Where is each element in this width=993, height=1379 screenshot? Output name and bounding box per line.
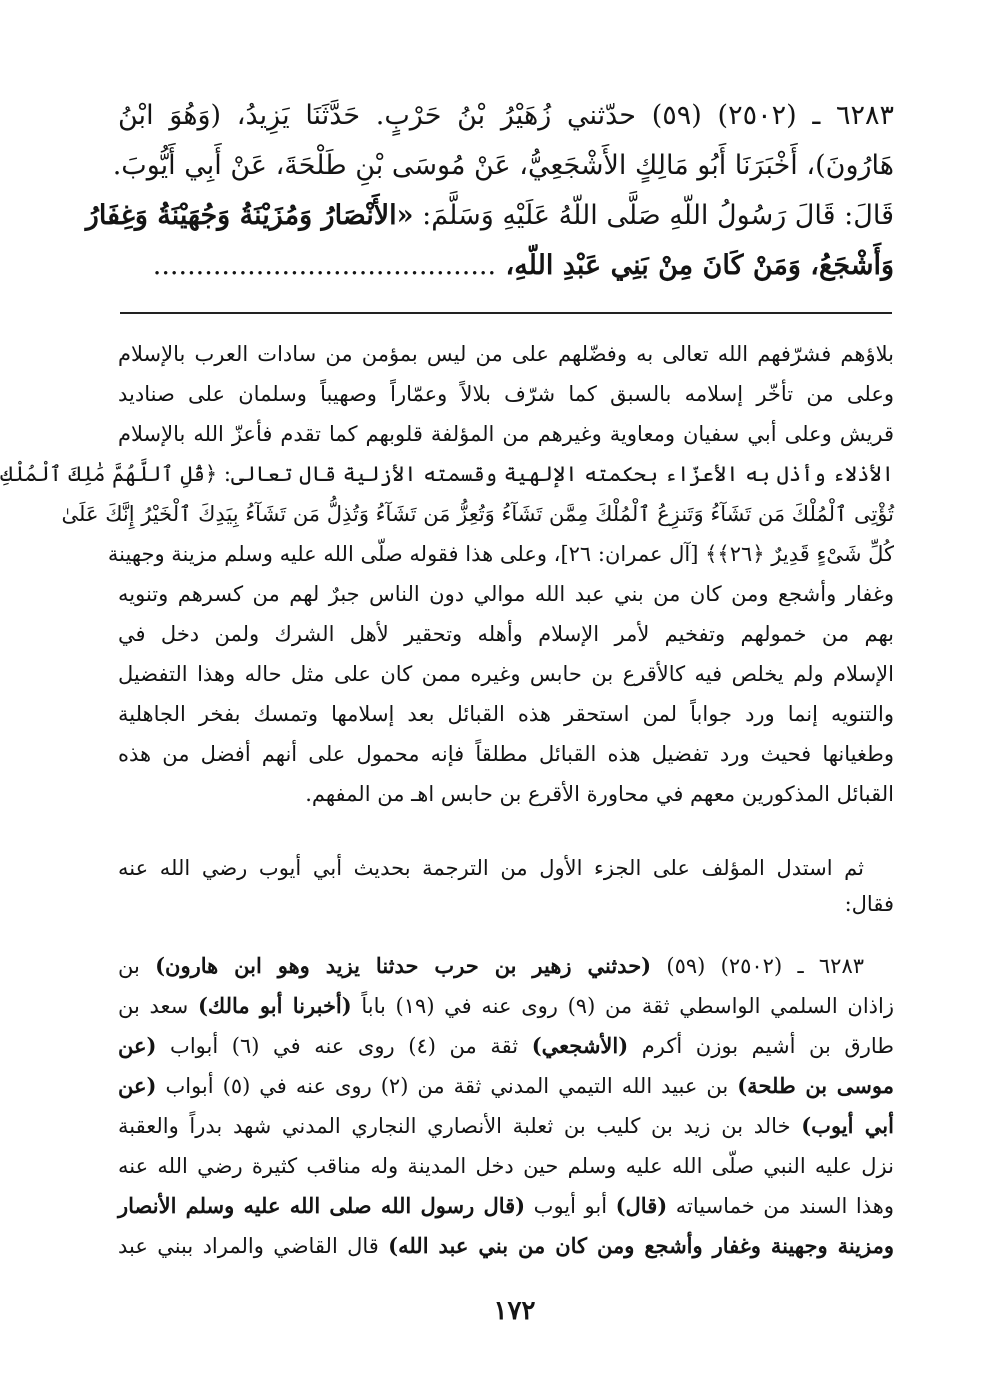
hadith-line-4 (118, 246, 894, 286)
chain-note: طارق بن أشيم بوزن أكرم (628, 1034, 894, 1058)
chain-line-3 (118, 1028, 894, 1064)
chain-line-7 (118, 1188, 894, 1224)
commentary-line: القبائل المذكورين معهم في محاورة الأقرع بن حابس اهـ من المفهم. (305, 782, 894, 806)
chain-line-1 (118, 948, 864, 984)
chain-note: بن (118, 954, 156, 978)
commentary-line: ثم استدل المؤلف على الجزء الأول من الترجمة بحديث أبي أيوب رضي الله عنه (118, 856, 864, 880)
chain-note: قال القاضي والمراد ببني عبد (118, 1234, 389, 1258)
chain-line-2 (118, 988, 894, 1024)
commentary-line: وعلى من تأخّر إسلامه بالسبق كما شرّف بلالاً وعمّاراً وصهيباً وسلمان على صناديد (118, 382, 894, 406)
commentary-line: فقال: (844, 892, 894, 916)
commentary-line: الأذلاء وأذل به الأعزّاء بحكمته الإلهية وقسمته الأزلية قال تعالى: ﴿قُلِ ٱللَّهُمَّ مَٰلِكَ ٱلْمُلْكِ (0, 462, 894, 486)
commentary-line: الإسلام ولم يخلص فيه كالأقرع بن حابس وغيره ممن كان على مثل حاله وهذا التفضيل (118, 662, 894, 686)
chain-note: خالد بن زيد بن كليب بن ثعلبة الأنصاري النجاري المدني شهد بدراً والعقبة (118, 1114, 802, 1138)
commentary-line: كُلِّ شَىْءٍ قَدِيرٌ ﴿٢٦﴾﴾ [آل عمران: ٢٦]، وعلى هذا فقوله صلّى الله عليه وسلم مزينة وجهينة (107, 542, 894, 566)
quran-verse-line: تُؤْتِى ٱلْمُلْكَ مَن تَشَآءُ وَتَنزِعُ ٱلْمُلْكَ مِمَّن تَشَآءُ وَتُعِزُّ مَن تَشَآءُ وَتُذِلُّ مَن تَشَآءُ بِيَدِكَ ٱلْخَيْرُ إِنَّكَ عَلَىٰ (61, 502, 894, 526)
chain-note: بن عبيد الله التيمي المدني ثقة من (٢) روى عنه في (٥) أبواب (156, 1074, 738, 1098)
page-number: ١٧٢ (493, 1296, 536, 1326)
chain-line-4 (118, 1068, 894, 1104)
chain-note: أبو أيوب (525, 1194, 616, 1218)
chain-note: وهذا السند من خماسياته (667, 1194, 894, 1218)
chain-note: سعد بن (118, 994, 198, 1018)
chain-quote: ومزينة وجهينة وغفار وأشجع ومن كان من بني عبد الله) (388, 1233, 894, 1258)
commentary-line: وطغيانها فحيث ورد تفضيل هذه القبائل مطلقاً فإنه محمول على أنهم أفضل من هذه (118, 742, 894, 766)
chain-quote: (عن (118, 1033, 157, 1058)
chain-quote: (حدثني زهير بن حرب حدثنا يزيد وهو ابن هارون) (155, 953, 652, 978)
commentary-line: بلاؤهم فشرّفهم الله تعالى به وفضّلهم على من ليس بمؤمن من سادات العرب بالإسلام (118, 342, 894, 366)
commentary-line: بهم من خمولهم وتفخيم لأمر الإسلام وأهله وتحقير لأهل الشرك ولمن دخل في (118, 622, 894, 646)
hadith-line-1: ٦٢٨٣ ـ (٢٥٠٢) (٥٩) حدّثني زُهَيْرُ بْنُ حَرْبٍ. حَدَّثَنَا يَزِيدُ، (وَهُوَ ابْنُ (118, 100, 894, 131)
chain-quote: (قال) (615, 1193, 668, 1218)
chain-note: زاذان السلمي الواسطي ثقة من (٩) روى عنه في (١٩) باباً (351, 994, 895, 1018)
section-divider (120, 312, 892, 314)
chain-quote: أبي أيوب) (801, 1113, 894, 1138)
chain-quote: موسى بن طلحة) (737, 1073, 894, 1098)
chain-line-6: نزل عليه النبي صلّى الله عليه وسلم حين دخل المدينة وله مناقب كثيرة رضي الله عنه (118, 1154, 894, 1178)
commentary-line: والتنويه إنما ورد جواباً لمن استحقر هذه القبائل بعد إسلامها وتمسك بفخر الجاهلية (118, 702, 894, 726)
commentary-line: قريش وعلى أبي سفيان ومعاوية وغيرهم من المؤلفة قلوبهم كما تقدم فأعزّ الله بالإسلام (118, 422, 894, 446)
hadith-line-3 (85, 196, 894, 236)
hadith-matn-start: «الأَنْصَارُ وَمُزَيْنَةُ وَجُهَيْنَةُ وَغِفَارُ (85, 200, 414, 231)
chain-quote: (الأشجعي) (531, 1033, 629, 1058)
hadith-number: ٦٢٨٣ ـ (٢٥٠٢) (٥٩) (651, 954, 865, 978)
hadith-line-2: هَارُونَ)، أَخْبَرَنَا أَبُو مَالِكٍ الأَشْجَعِيُّ، عَنْ مُوسَى بْنِ طَلْحَةَ، عَنْ أَبِي أَيُّوبَ. (112, 150, 894, 181)
chain-line-5 (118, 1108, 894, 1144)
hadith-matn-end: وَأَشْجَعُ، وَمَنْ كَانَ مِنْ بَنِي عَبْدِ اللّهِ، (496, 250, 894, 281)
hadith-ellipsis: ........................................ (152, 250, 497, 281)
commentary-line: وغفار وأشجع ومن كان من بني عبد الله موالي دون الناس جبرٌ لهم من كسرهم وتنويه (118, 582, 894, 606)
chain-quote: (عن (118, 1073, 157, 1098)
chain-note: ثقة من (٤) روى عنه في (٦) أبواب (156, 1034, 532, 1058)
hadith-narration-intro: قَالَ: قَالَ رَسُولُ اللّهِ صَلَّى اللّهُ عَلَيْهِ وَسَلَّمَ: (413, 200, 894, 231)
chain-quote: (أخبرنا أبو مالك) (197, 993, 352, 1018)
chain-quote: (قال رسول الله صلى الله عليه وسلم الأنصار (118, 1193, 526, 1218)
chain-line-8 (118, 1228, 894, 1264)
